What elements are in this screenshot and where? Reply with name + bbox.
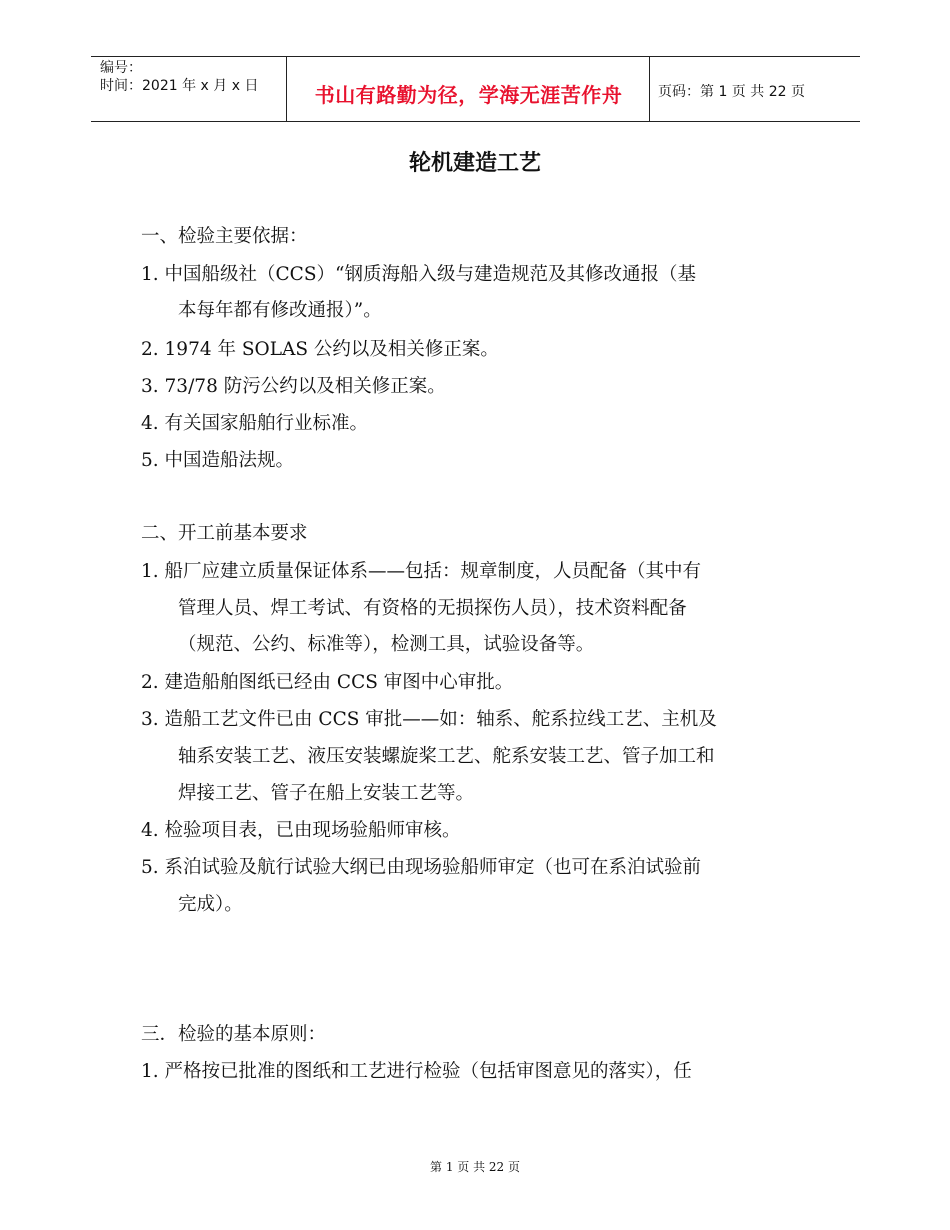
header-page-cell [650,57,860,121]
list-item-continuation: （规范、公约、标准等），检测工具，试验设备等。 [178,634,595,655]
time-label: 时间：2021 年 x 月 x 日 [100,78,259,94]
list-item-continuation: 本每年都有修改通报）”。 [178,300,382,321]
list-item: 3. 造船工艺文件已由 CCS 审批——如：轴系、舵系拉线工艺、主机及 [141,709,717,730]
page-code: 页码：第 1 页 共 22 页 [658,84,805,100]
header-table [91,56,860,122]
list-item-continuation: 完成）。 [178,894,243,915]
section2-heading: 二、开工前基本要求 [141,523,308,544]
list-item: 5. 系泊试验及航行试验大纲已由现场验船师审定（也可在系泊试验前 [141,857,702,878]
page-footer: 第 1 页 共 22 页 [430,1160,520,1174]
list-item-continuation: 焊接工艺、管子在船上安装工艺等。 [178,783,475,804]
list-item: 1. 船厂应建立质量保证体系——包括：规章制度，人员配备（其中有 [141,561,702,582]
serial-label: 编号： [100,60,142,76]
section3-heading: 三．检验的基本原则： [141,1024,327,1045]
list-item: 4. 检验项目表，已由现场验船师审核。 [141,820,461,841]
document-title: 轮机建造工艺 [408,151,541,176]
list-item-continuation: 轴系安装工艺、液压安装螺旋桨工艺、舵系安装工艺、管子加工和 [178,746,715,767]
list-item: 5. 中国造船法规。 [141,450,295,471]
list-item: 1. 严格按已批准的图纸和工艺进行检验（包括审图意见的落实），任 [141,1061,692,1082]
motto: 书山有路勤为径，学海无涯苦作舟 [314,83,623,107]
list-item: 3. 73/78 防污公约以及相关修正案。 [141,376,446,397]
header-left-cell [91,57,287,121]
list-item: 2. 建造船舶图纸已经由 CCS 审图中心审批。 [141,672,514,693]
header-motto-cell [287,57,650,121]
list-item: 2. 1974 年 SOLAS 公约以及相关修正案。 [141,339,499,360]
section1-heading: 一、检验主要依据： [141,226,308,247]
list-item: 1. 中国船级社（CCS）“钢质海船入级与建造规范及其修改通报（基 [141,264,696,285]
list-item-continuation: 管理人员、焊工考试、有资格的无损探伤人员），技术资料配备 [178,598,687,619]
list-item: 4. 有关国家船舶行业标准。 [141,413,369,434]
